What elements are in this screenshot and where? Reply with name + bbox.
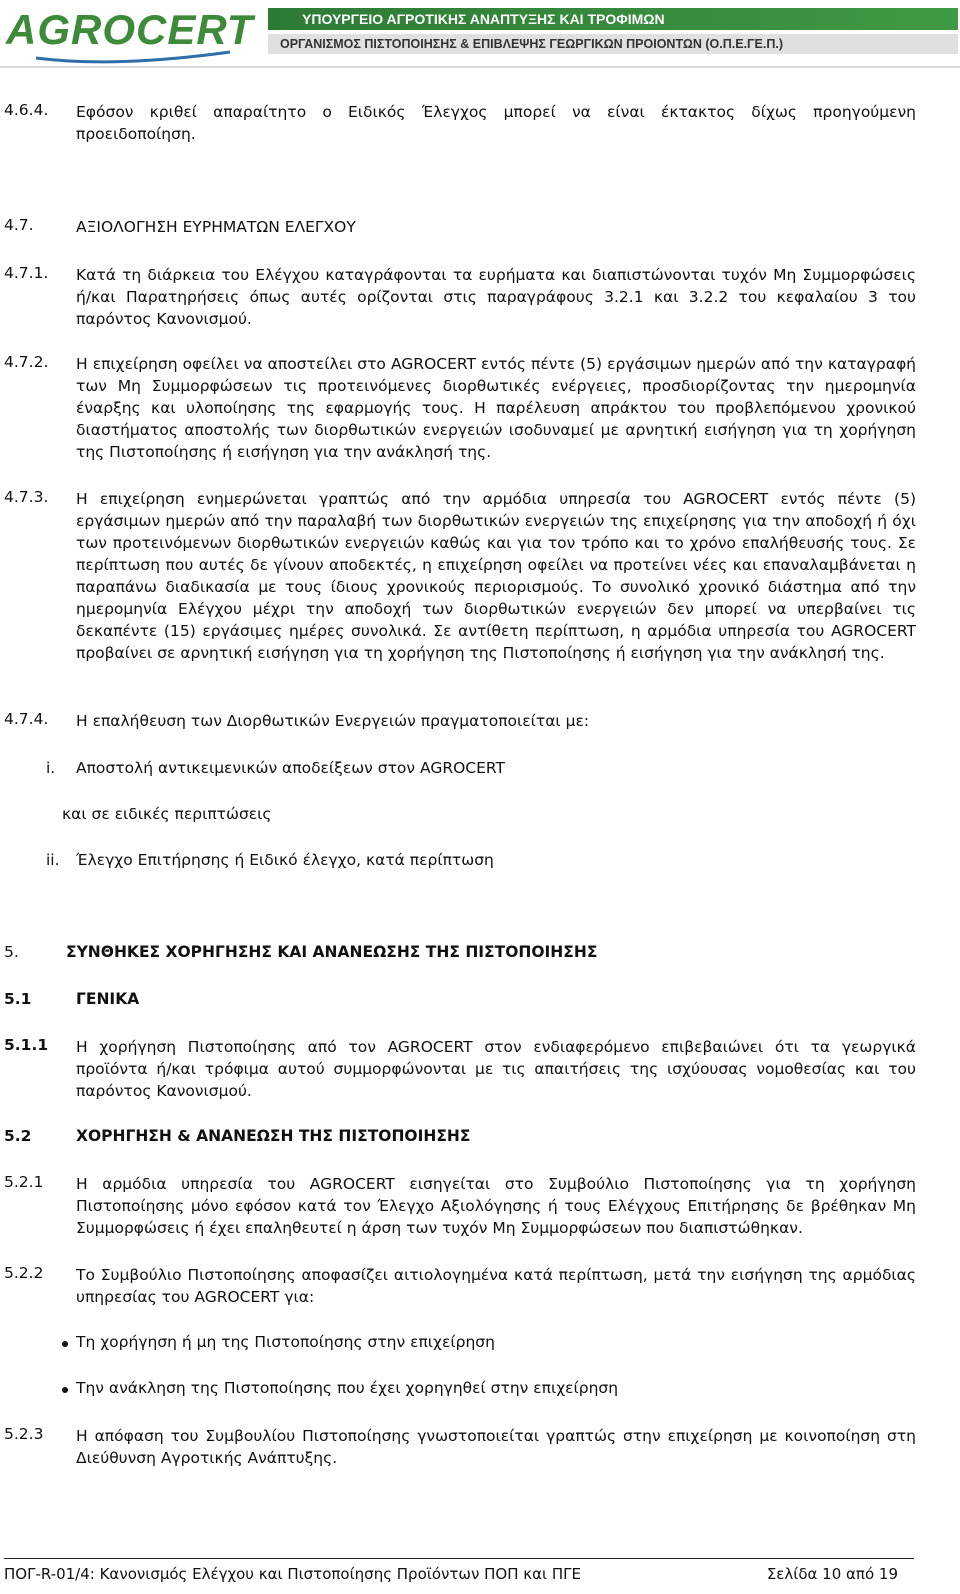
section-number: 5.2.2 bbox=[4, 1264, 44, 1282]
section-4-7-4 bbox=[4, 710, 916, 732]
section-text: Η επιχείρηση ενημερώνεται γραπτώς από την αρμόδια υπηρεσία του AGROCERT εντός πέντε (5) εργάσιμων ημερών από την παραλαβή των διορθωτικών ενεργειών της επιχείρησης για την αποδοχή ή όχι των προτεινόμενων διορθωτικών ενεργειών καθώς και για τον τρόπο και το χρόνο επαλήθευσής τους. Σε περίπτωση που αυτές δε γίνουν αποδεκτές, η επιχείρηση οφείλει να προτείνει νέες και επαναλαμβάνεται η παραπάνω διαδικασία με τους ίδιους χρονικούς περιορισμούς. Το συνολικό χρονικό διάστημα από την ημερομηνία Ελέγχου μέχρι την αποδοχή των διορθωτικών ενεργειών δεν μπορεί να υπερβαίνει τις δεκαπέντε (15) εργάσιμες ημέρες συνολικά. Σε αντίθετη περίπτωση, η αρμόδια υπηρεσία του AGROCERT προβαίνει σε αρνητική εισήγηση για τη χορήγηση της Πιστοποίησης ή εισήγηση για την ανάκλησή της. bbox=[76, 490, 916, 662]
special-cases-text: και σε ειδικές περιπτώσεις bbox=[62, 805, 272, 823]
section-number: 5.1.1 bbox=[4, 1036, 49, 1054]
section-4-6-4 bbox=[4, 101, 916, 147]
section-5-2-2 bbox=[4, 1264, 916, 1308]
agrocert-logo bbox=[4, 4, 254, 66]
bullet-icon bbox=[62, 1387, 68, 1393]
bullet-icon bbox=[62, 1341, 68, 1347]
section-number: 5.2 bbox=[4, 1127, 32, 1145]
chapter-number: 5. bbox=[4, 943, 19, 961]
section-5-1-1 bbox=[4, 1036, 916, 1102]
section-number: 4.7.2. bbox=[4, 353, 49, 371]
section-text: Κατά τη διάρκεια του Ελέγχου καταγράφονται τα ευρήματα και διαπιστώνονται τυχόν Μη Συμμορφώσεις ή/και Παρατηρήσεις όπως αυτές ορίζονται στις παραγράφους 3.2.1 και 3.2.2 του κεφαλαίου 3 του παρόντος Κανονισμού. bbox=[76, 266, 916, 328]
section-4-7-2 bbox=[4, 353, 916, 463]
header-divider bbox=[0, 66, 960, 68]
section-5-2-1 bbox=[4, 1173, 916, 1239]
section-number: 4.7. bbox=[4, 216, 34, 234]
section-title: ΑΞΙΟΛΟΓΗΣΗ ΕΥΡΗΜΑΤΩΝ ΕΛΕΓΧΟΥ bbox=[76, 218, 356, 236]
page-header bbox=[0, 0, 960, 68]
bullet-item bbox=[62, 1379, 862, 1401]
section-number: 4.7.4. bbox=[4, 710, 49, 728]
section-text: Η χορήγηση Πιστοποίησης από τον AGROCERT στον ενδιαφερόμενο επιβεβαιώνει ότι τα γεωργικά προϊόντα ή/και τρόφιμα αυτού συμμορφώνονται με τις απαιτήσεις της ισχύουσας νομοθεσίας και του παρόντος Κανονισμού. bbox=[76, 1038, 916, 1100]
bullet-text: Την ανάκληση της Πιστοποίησης που έχει χορηγηθεί στην επιχείρηση bbox=[76, 1379, 619, 1397]
list-marker-ii: ii. bbox=[46, 851, 60, 869]
footer-page-number: Σελίδα 10 από 19 bbox=[766, 1565, 898, 1583]
footer-divider bbox=[4, 1558, 914, 1559]
list-item-i: Αποστολή αντικειμενικών αποδείξεων στον AGROCERT bbox=[76, 759, 506, 777]
section-number: 5.2.1 bbox=[4, 1173, 44, 1191]
section-4-7-3 bbox=[4, 488, 916, 686]
section-text: Το Συμβούλιο Πιστοποίησης αποφασίζει αιτιολογημένα κατά περίπτωση, μετά την εισήγηση της αρμόδιας υπηρεσίας του AGROCERT για: bbox=[76, 1266, 916, 1306]
bullet-item bbox=[62, 1333, 862, 1355]
section-4-7-1 bbox=[4, 264, 916, 330]
section-number: 4.6.4. bbox=[4, 101, 49, 119]
section-number: 4.7.1. bbox=[4, 264, 49, 282]
bullet-text: Τη χορήγηση ή μη της Πιστοποίησης στην επιχείρηση bbox=[76, 1333, 495, 1351]
section-number: 5.1 bbox=[4, 990, 32, 1008]
section-5-2-3 bbox=[4, 1425, 916, 1469]
section-text: Η απόφαση του Συμβουλίου Πιστοποίησης γνωστοποιείται γραπτώς στην επιχείρηση με κοινοποίηση στη Διεύθυνση Αγροτικής Ανάπτυξης. bbox=[76, 1427, 916, 1467]
ministry-name: ΥΠΟΥΡΓΕΙΟ ΑΓΡΟΤΙΚΗΣ ΑΝΑΠΤΥΞΗΣ ΚΑΙ ΤΡΟΦΙΜΩΝ bbox=[268, 8, 958, 30]
section-number: 5.2.3 bbox=[4, 1425, 44, 1443]
footer-document-code: ΠΟΓ-R-01/4: Κανονισμός Ελέγχου και Πιστοποίησης Προϊόντων ΠΟΠ και ΠΓΕ bbox=[4, 1565, 581, 1583]
organization-name: ΟΡΓΑΝΙΣΜΟΣ ΠΙΣΤΟΠΟΙΗΣΗΣ & ΕΠΙΒΛΕΨΗΣ ΓΕΩΡΓΙΚΩΝ ΠΡΟΙΟΝΤΩΝ (Ο.Π.Ε.ΓΕ.Π.) bbox=[268, 34, 958, 54]
section-4-7 bbox=[4, 216, 916, 238]
section-text: Η αρμόδια υπηρεσία του AGROCERT εισηγείται στο Συμβούλιο Πιστοποίησης για τη χορήγηση Πιστοποίησης μόνο εφόσον κατά τον Έλεγχο Αξιολόγησης ή τους Ελέγχους Επιτήρησης δε βρέθηκαν Μη Συμμορφώσεις ή έχει επαληθευτεί η άρση των τυχόν Μη Συμμορφώσεων που διαπιστώθηκαν. bbox=[76, 1175, 916, 1237]
chapter-title: ΣΥΝΘΗΚΕΣ ΧΟΡΗΓΗΣΗΣ ΚΑΙ ΑΝΑΝΕΩΣΗΣ ΤΗΣ ΠΙΣΤΟΠΟΙΗΣΗΣ bbox=[66, 943, 598, 961]
list-marker-i: i. bbox=[46, 759, 56, 777]
section-text: Η επιχείρηση οφείλει να αποστείλει στο AGROCERT εντός πέντε (5) εργάσιμων ημερών από την καταγραφή των Μη Συμμορφώσεων τις προτεινόμενες διορθωτικές ενέργειες, προσδιορίζοντας την ημερομηνία έναρξης και υλοποίησης της εφαρμογής τους. Η παρέλευση απράκτου του προβλεπόμενου χρονικού διαστήματος αποστολής των διορθωτικών ενεργειών ισοδυναμεί με αρνητική εισήγηση για τη χορήγηση της Πιστοποίησης ή εισήγηση για την ανάκλησή της. bbox=[76, 355, 916, 461]
logo-text: AGROCERT bbox=[6, 6, 254, 53]
section-number: 4.7.3. bbox=[4, 488, 49, 506]
section-text: Εφόσον κριθεί απαραίτητο ο Ειδικός Έλεγχος μπορεί να είναι έκτακτος δίχως προηγούμενη προειδοποίηση. bbox=[76, 103, 916, 143]
section-text: Η επαλήθευση των Διορθωτικών Ενεργειών πραγματοποιείται με: bbox=[76, 712, 590, 730]
list-item-ii: Έλεγχο Επιτήρησης ή Ειδικό έλεγχο, κατά περίπτωση bbox=[76, 851, 494, 869]
section-title: ΧΟΡΗΓΗΣΗ & ΑΝΑΝΕΩΣΗ ΤΗΣ ΠΙΣΤΟΠΟΙΗΣΗΣ bbox=[76, 1127, 471, 1145]
section-title: ΓΕΝΙΚΑ bbox=[76, 990, 140, 1008]
